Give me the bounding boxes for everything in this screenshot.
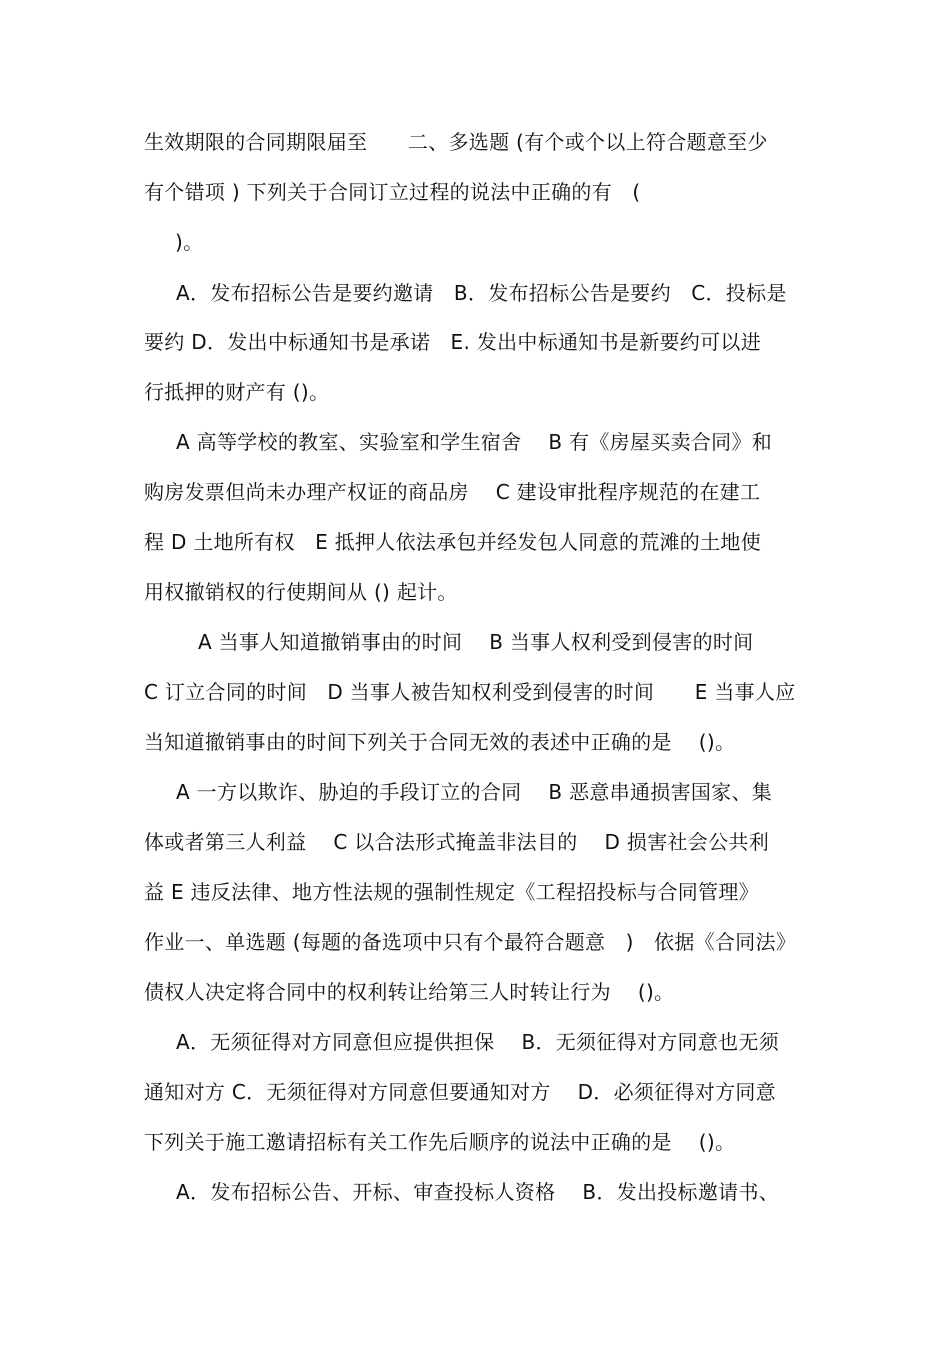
- text-line: 体或者第三人利益 C 以合法形式掩盖非法目的 D 损害社会公共利: [144, 830, 769, 854]
- text-line: 要约 D．发出中标通知书是承诺 E. 发出中标通知书是新要约可以进: [144, 330, 762, 354]
- text-line: A 高等学校的教室、实验室和学生宿舍 B 有《房屋买卖合同》和: [176, 430, 773, 454]
- text-line: A．发布招标公告是要约邀请 B．发布招标公告是要约 C．投标是: [176, 281, 787, 305]
- text-line: 当知道撤销事由的时间下列关于合同无效的表述中正确的是 ()。: [144, 730, 736, 754]
- text-line: 益 E 违反法律、地方性法规的强制性规定《工程招投标与合同管理》: [144, 880, 759, 904]
- text-line: A 一方以欺诈、胁迫的手段订立的合同 B 恶意串通损害国家、集: [176, 780, 773, 804]
- text-line: 债权人决定将合同中的权利转让给第三人时转让行为 ()。: [144, 980, 675, 1004]
- text-line: 程 D 土地所有权 E 抵押人依法承包并经发包人同意的荒滩的土地使: [144, 530, 762, 554]
- text-line: )。: [175, 230, 204, 254]
- text-line: C 订立合同的时间 D 当事人被告知权利受到侵害的时间 E 当事人应: [144, 680, 796, 704]
- text-line: 行抵押的财产有 ()。: [144, 380, 330, 404]
- text-line: 有个错项 ) 下列关于合同订立过程的说法中正确的有 (: [144, 180, 641, 204]
- text-line: 购房发票但尚未办理产权证的商品房 C 建设审批程序规范的在建工: [144, 480, 761, 504]
- text-line: 用权撤销权的行使期间从 () 起计。: [144, 580, 458, 604]
- text-line: 作业一、单选题 (每题的备选项中只有个最符合题意 ) 依据《合同法》: [144, 930, 797, 954]
- text-line: A．发布招标公告、开标、审查投标人资格 B．发出投标邀请书、: [176, 1180, 780, 1204]
- text-line: 通知对方 C．无须征得对方同意但要通知对方 D．必须征得对方同意: [144, 1080, 776, 1104]
- text-line: 下列关于施工邀请招标有关工作先后顺序的说法中正确的是 ()。: [144, 1130, 736, 1154]
- text-line: A 当事人知道撤销事由的时间 B 当事人权利受到侵害的时间: [198, 630, 754, 654]
- text-line: 生效期限的合同期限届至 二、多选题 (有个或个以上符合题意至少: [144, 130, 768, 154]
- text-line: A．无须征得对方同意但应提供担保 B．无须征得对方同意也无须: [176, 1030, 780, 1054]
